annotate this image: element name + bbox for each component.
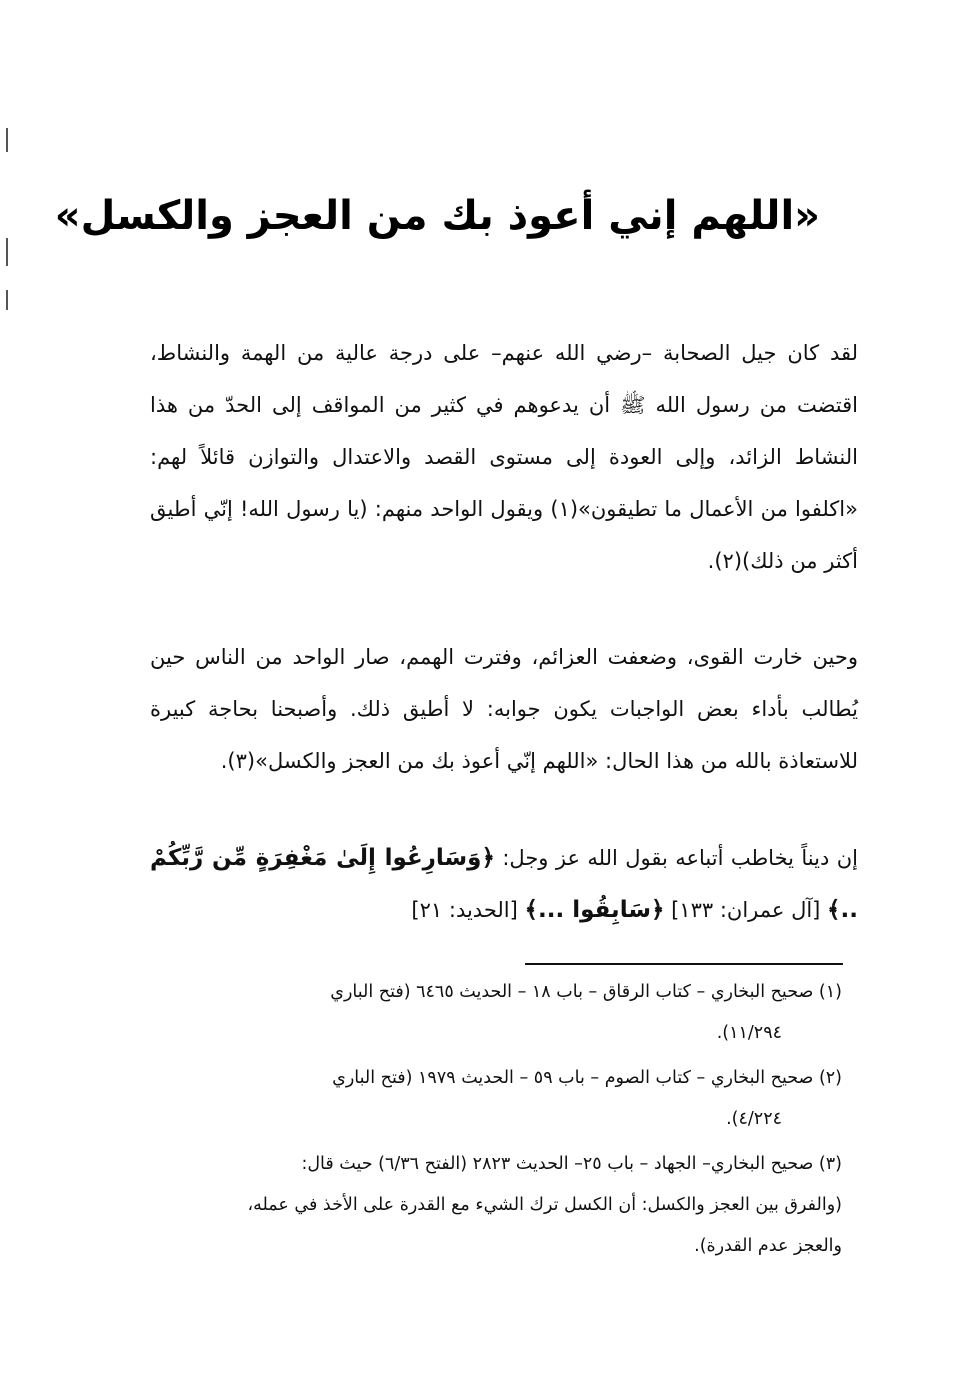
footnote-1 <box>130 972 842 1054</box>
quran-verse: ﴿سَابِقُوا ...﴾ <box>524 897 665 923</box>
footnote-divider <box>525 963 843 965</box>
scan-edge-mark <box>6 238 8 266</box>
paragraph-text: لقد كان جيل الصحابة –رضي الله عنهم– على درجة عالية من الهمة والنشاط، اقتضت من رسول الله ﷺ أن يدعوهم في كثير من المواقف إلى الحدّ من هذا النشاط الزائد، وإلى العودة إلى مستوى القصد والاعتدال والتوازن قائلاً لهم: «اكلفوا من الأعمال ما تطيقون»(١) ويقول الواحد منهم: (يا رسول الله! إنّي أطيق أكثر من ذلك)(٢). <box>150 341 858 573</box>
body-paragraph-1 <box>150 327 858 587</box>
verse-reference: [آل عمران: ١٣٣] <box>664 898 828 922</box>
footnote-continuation: ١١/٢٩٤). <box>716 1023 782 1043</box>
scan-edge-mark <box>6 290 8 310</box>
footnote-text-line-2: (والفرق بين العجز والكسل: أن الكسل ترك الشيء مع القدرة على الأخذ في عمله، <box>247 1195 842 1215</box>
footnote-text: (٣) صحيح البخاري– الجهاد – باب ٢٥– الحديث ٢٨٢٣ (الفتح ٦/٣٦) حيث قال: <box>301 1154 842 1174</box>
footnote-text: (٢) صحيح البخاري – كتاب الصوم – باب ٥٩ – الحديث ١٩٧٩ (فتح الباري <box>332 1068 842 1088</box>
body-paragraph-3 <box>150 832 858 936</box>
chapter-title: «اللهم إني أعوذ بك من العجز والكسل» <box>54 193 820 239</box>
footnote-text: (١) صحيح البخاري – كتاب الرقاق – باب ١٨ – الحديث ٦٤٦٥ (فتح الباري <box>330 982 842 1002</box>
paragraph-text: وحين خارت القوى، وضعفت العزائم، وفترت الهمم، صار الواحد من الناس حين يُطالب بأداء بعض الواجبات يكون جوابه: لا أطيق ذلك. وأصبحنا بحاجة كبيرة للاستعاذة بالله من هذا الحال: «اللهم إنّي أعوذ بك من العجز والكسل»(٣). <box>150 645 858 773</box>
verse-reference: [الحديد: ٢١] <box>411 898 525 922</box>
footnote-text-line-3: والعجز عدم القدرة). <box>694 1236 842 1256</box>
footnote-3 <box>130 1144 842 1267</box>
footnote-continuation: ٤/٢٢٤). <box>726 1109 782 1129</box>
paragraph-lead: إن ديناً يخاطب أتباعه بقول الله عز وجل: <box>494 846 858 870</box>
scan-edge-mark <box>6 128 8 152</box>
quran-verse: ﴿وَسَارِعُوا إِلَىٰ مَغْفِرَةٍ مِّن رَّبِّكُمْ ..﴾ <box>150 845 858 923</box>
paragraph-text <box>150 832 858 936</box>
footnotes <box>130 972 842 1271</box>
footnote-2 <box>130 1058 842 1140</box>
body-paragraph-2 <box>150 631 858 787</box>
